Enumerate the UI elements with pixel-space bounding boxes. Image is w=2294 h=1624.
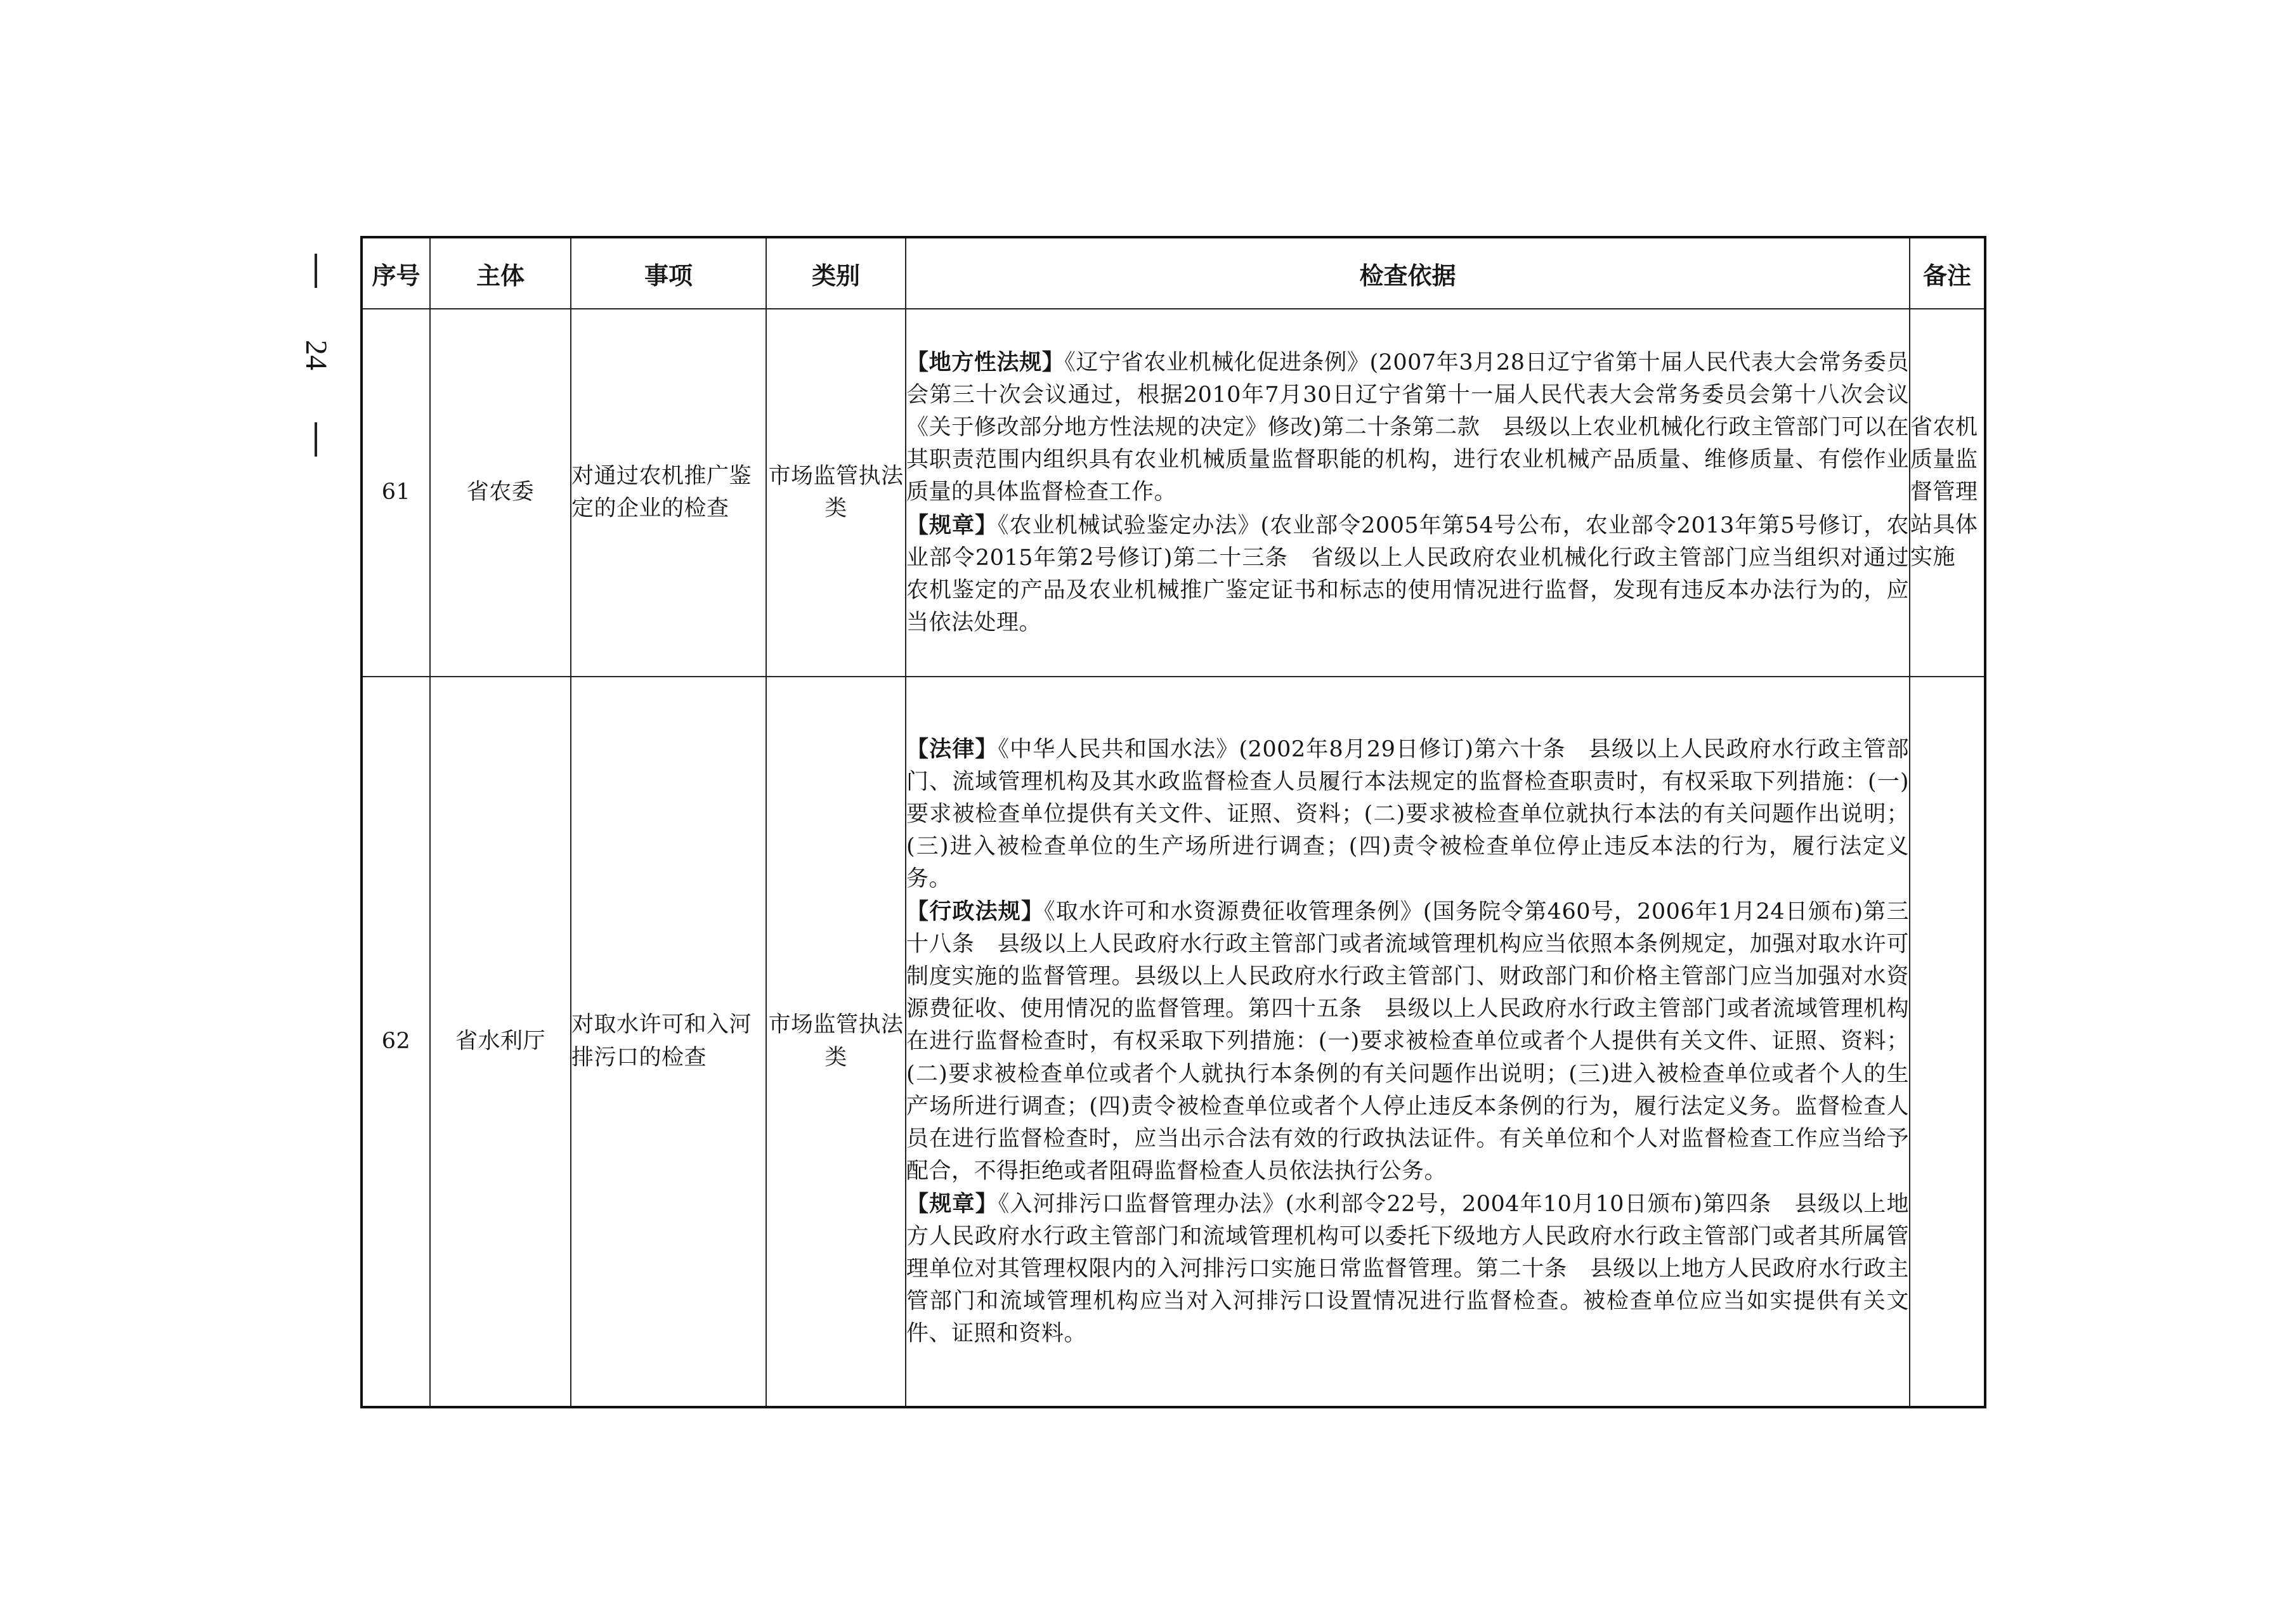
row-62-basis-paragraph [906, 733, 1909, 895]
header-item: 事项 [571, 237, 766, 309]
row-61-basis-paragraph [906, 509, 1909, 639]
row-62-no: 62 [362, 677, 430, 1407]
row-61-subject: 省农委 [430, 309, 571, 677]
row-61-item: 对通过农机推广鉴定的企业的检查 [571, 309, 766, 677]
header-category: 类别 [766, 237, 906, 309]
row-62-subject: 省水利厅 [430, 677, 571, 1407]
row-62-remark [1910, 677, 1985, 1407]
page-number-bottom-dash [315, 422, 317, 457]
header-remark: 备注 [1910, 237, 1985, 309]
row-61-no: 61 [362, 309, 430, 677]
page-number-top-dash [315, 254, 317, 288]
row-62-basis-label: 【规章】 [906, 1190, 998, 1217]
page-number-text: 24 [299, 340, 333, 370]
row-62-basis-text: 《入河排污口监督管理办法》(水利部令22号，2004年10月10日颁布)第四条 县级以上地方人民政府水行政主管部门和流域管理机构可以委托下级地方人民政府水行政主管部门或者其所属管理单位对其管理权限内的入河排污口实施日常监督管理。第二十条 县级以上地方人民政府水行政主管部门和流域管理机构应当对入河排污口设置情况进行监督检查。被检查单位应当如实提供有关文件、证照和资料。 [906, 1191, 1909, 1347]
row-61-basis-label: 【地方性法规】 [906, 349, 1065, 376]
row-61-basis-text: 《辽宁省农业机械化促进条例》(2007年3月28日辽宁省第十届人民代表大会常务委员会第三十次会议通过，根据2010年7月30日辽宁省第十一届人民代表大会常务委员会第十八次会议《关于修改部分地方性法规的决定》修改)第二十条第二款 县级以上农业机械化行政主管部门可以在其职责范围内组织具有农业机械质量监督职能的机构，进行农业机械产品质量、维修质量、有偿作业质量的具体监督检查工作。 [906, 350, 1909, 505]
inspection-table [360, 236, 1986, 1408]
page-number [290, 254, 341, 457]
row-62-category: 市场监管执法类 [766, 677, 906, 1407]
row-62-basis-text: 《中华人民共和国水法》(2002年8月29日修订)第六十条 县级以上人民政府水行政主管部门、流域管理机构及其水政监督检查人员履行本法规定的监督检查职责时，有权采取下列措施：(一)要求被检查单位提供有关文件、证照、资料；(二)要求被检查单位就执行本法的有关问题作出说明；(三)进入被检查单位的生产场所进行调查；(四)责令被检查单位停止违反本法的行为，履行法定义务。 [906, 736, 1909, 892]
row-61-basis-label: 【规章】 [906, 512, 998, 538]
row-61-basis-text: 《农业机械试验鉴定办法》(农业部令2005年第54号公布，农业部令2013年第5号修订，农业部令2015年第2号修订)第二十三条 省级以上人民政府农业机械化行政主管部门应当组织对通过农机鉴定的产品及农业机械推广鉴定证书和标志的使用情况进行监督，发现有违反本办法行为的，应当依法处理。 [906, 512, 1909, 635]
row-61-basis-paragraph [906, 346, 1909, 509]
header-no: 序号 [362, 237, 430, 309]
row-61-remark: 省农机质量监督管理站具体实施 [1910, 309, 1985, 677]
header-subject: 主体 [430, 237, 571, 309]
row-62-basis-paragraph [906, 1188, 1909, 1350]
row-62-item: 对取水许可和入河排污口的检查 [571, 677, 766, 1407]
row-62-basis-text: 《取水许可和水资源费征收管理条例》(国务院令第460号，2006年1月24日颁布)第三十八条 县级以上人民政府水行政主管部门或者流域管理机构应当依照本条例规定，加强对取水许可制度实施的监督管理。县级以上人民政府水行政主管部门、财政部门和价格主管部门应当加强对水资源费征收、使用情况的监督管理。第四十五条 县级以上人民政府水行政主管部门或者流域管理机构在进行监督检查时，有权采取下列措施：(一)要求被检查单位或者个人提供有关文件、证照、资料；(二)要求被检查单位或者个人就执行本条例的有关问题作出说明；(三)进入被检查单位或者个人的生产场所进行调查；(四)责令被检查单位或者个人停止违反本条例的行为，履行法定义务。监督检查人员在进行监督检查时，应当出示合法有效的行政执法证件。有关单位和个人对监督检查工作应当给予配合，不得拒绝或者阻碍监督检查人员依法执行公务。 [906, 899, 1909, 1184]
row-62-basis [906, 677, 1910, 1407]
table-row [362, 677, 1985, 1407]
row-62-basis-label: 【行政法规】 [906, 899, 1045, 925]
row-61-basis [906, 309, 1910, 677]
table-row [362, 309, 1985, 677]
row-61-category: 市场监管执法类 [766, 309, 906, 677]
table-header-row [362, 237, 1985, 309]
header-basis: 检查依据 [906, 237, 1910, 309]
row-62-basis-label: 【法律】 [906, 736, 998, 762]
row-62-basis-paragraph [906, 895, 1909, 1188]
